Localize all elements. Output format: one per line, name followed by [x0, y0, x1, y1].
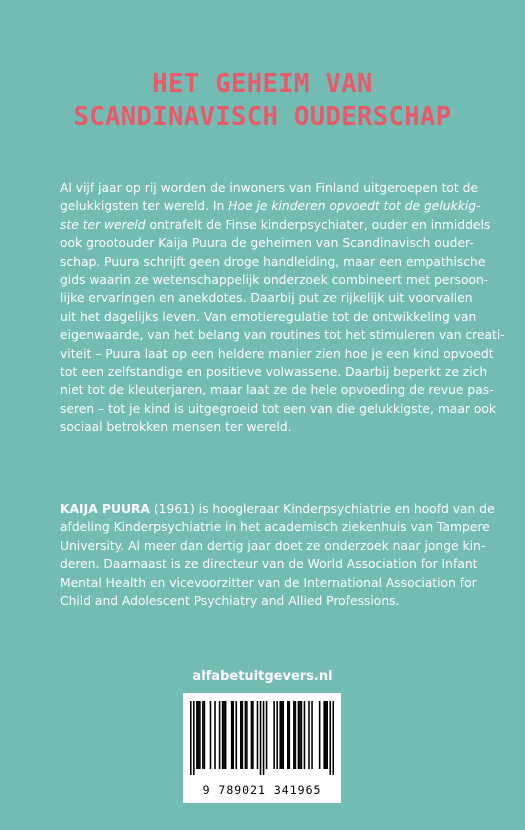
barcode-bar [311, 701, 313, 769]
barcode-bar [202, 701, 204, 769]
blurb-text: gelukkigsten ter wereld. In [60, 199, 229, 214]
barcode-bar [231, 701, 233, 769]
blurb-line: Al vijf jaar op rij worden de inwoners van Finland uitgeroepen tot de [60, 181, 479, 195]
book-title-line-2: SCANDINAVISCH OUDERSCHAP [73, 102, 452, 132]
blurb-line: viteit – Puura laat op een heldere manier zien hoe je een kind opvoedt [60, 346, 494, 361]
barcode-bar [329, 701, 331, 775]
blurb-line: gids waarin ze wetenschappelijk onderzoek combineert met persoon- [60, 273, 489, 288]
barcode-bar [242, 701, 244, 769]
barcode-bar [214, 701, 216, 769]
barcode-bar [301, 701, 303, 769]
barcode-bar [257, 701, 259, 769]
barcode-bar [210, 701, 212, 769]
barcode-bar [281, 701, 283, 769]
book-blurb [60, 179, 505, 437]
isbn-barcode [183, 693, 341, 803]
author-name: KAIJA PUURA [60, 502, 150, 516]
barcode-bar [295, 701, 297, 769]
barcode-bars [190, 701, 334, 775]
blurb-line: schap. Puura schrijft geen droge handleiding, maar een empathische [60, 254, 486, 269]
bio-text: (1961) is hoogleraar Kinderpsychiatrie en hoofd van de [149, 502, 495, 516]
barcode-bar [287, 701, 289, 769]
barcode-bar [260, 701, 262, 775]
barcode-bar [279, 701, 281, 769]
barcode-bar [245, 701, 247, 769]
blurb-line: lijke ervaringen en anekdotes. Daarbij put ze rijkelijk uit voorvallen [60, 291, 473, 306]
barcode-bar [266, 701, 268, 769]
bio-line: Child and Adolescent Psychiatry and Allied Professions. [60, 594, 400, 609]
barcode-bar [282, 701, 284, 769]
blurb-line: seren – tot je kind is uitgegroeid tot een van die gelukkigste, maar ook [60, 401, 496, 416]
barcode-bar [252, 701, 254, 769]
barcode-bar [225, 701, 227, 769]
barcode-bar [193, 701, 195, 775]
blurb-line: sociaal betrokken mensen ter wereld. [60, 420, 292, 435]
isbn-number: 9 789021 341965 [202, 783, 322, 797]
blurb-line [60, 197, 481, 215]
barcode-bar [276, 701, 278, 769]
barcode-bar [293, 701, 295, 769]
blurb-line: tot een zelfstandige en positieve volwassene. Daarbij beperkt ze zich [60, 365, 488, 380]
bio-line: deren. Daarnaast is ze directeur van de World Association for Infant [60, 557, 478, 572]
barcode-bar [332, 701, 334, 775]
barcode-bar [222, 701, 224, 769]
blurb-line: uit het dagelijks leven. Van emotieregulatie tot de ontwikkeling van [60, 309, 477, 324]
barcode-bar [196, 701, 198, 769]
blurb-text: ontrafelt de Finse kinderpsychiater, ouder en inmiddels [145, 217, 491, 232]
barcode-bar [198, 701, 200, 769]
barcode-bar [190, 701, 192, 775]
barcode-bar [219, 701, 221, 769]
publisher-website: alfabetuitgevers.nl [192, 669, 333, 684]
barcode-bar [325, 701, 327, 769]
barcode-bar [232, 701, 234, 769]
barcode-bar [235, 701, 237, 769]
barcode-bar [308, 701, 310, 769]
bio-line: Mental Health en vicevoorzitter van de International Association for [60, 575, 477, 590]
barcode-bar [326, 701, 328, 769]
barcode-bar [246, 701, 248, 769]
barcode-bar [263, 701, 265, 775]
barcode-bar [323, 701, 325, 769]
barcode-bar [273, 701, 275, 769]
barcode-bar [299, 701, 301, 769]
barcode-bar [304, 701, 306, 769]
barcode-bar [199, 701, 201, 769]
book-title [0, 68, 525, 134]
barcode-bar [223, 701, 225, 769]
barcode-bar [319, 701, 321, 769]
bio-line: University. Al meer dan dertig jaar doet ze onderzoek naar jonge kin- [60, 538, 486, 553]
barcode-bar [240, 701, 242, 769]
author-bio [60, 500, 495, 610]
barcode-bar [298, 701, 300, 769]
blurb-line [60, 216, 491, 234]
bio-line [60, 500, 495, 518]
blurb-line: ook grootouder Kaija Puura de geheimen van Scandinavisch ouder- [60, 236, 474, 251]
barcode-bar [204, 701, 206, 769]
barcode-bar [289, 701, 291, 769]
book-title-line-1: HET GEHEIM VAN [152, 69, 373, 99]
blurb-line: niet tot de kleuterjaren, maar laat ze de hele opvoeding de revue pas- [60, 383, 494, 398]
bio-line: afdeling Kinderpsychiatrie in het academisch ziekenhuis van Tampere [60, 520, 490, 535]
book-title-italic: Hoe je kinderen opvoedt tot de gelukkig- [228, 199, 481, 214]
blurb-line: eigenwaarde, van het belang van routines tot het stimuleren van creati- [60, 328, 505, 343]
book-title-italic: ste ter wereld [60, 217, 146, 232]
barcode-bar [251, 701, 253, 769]
